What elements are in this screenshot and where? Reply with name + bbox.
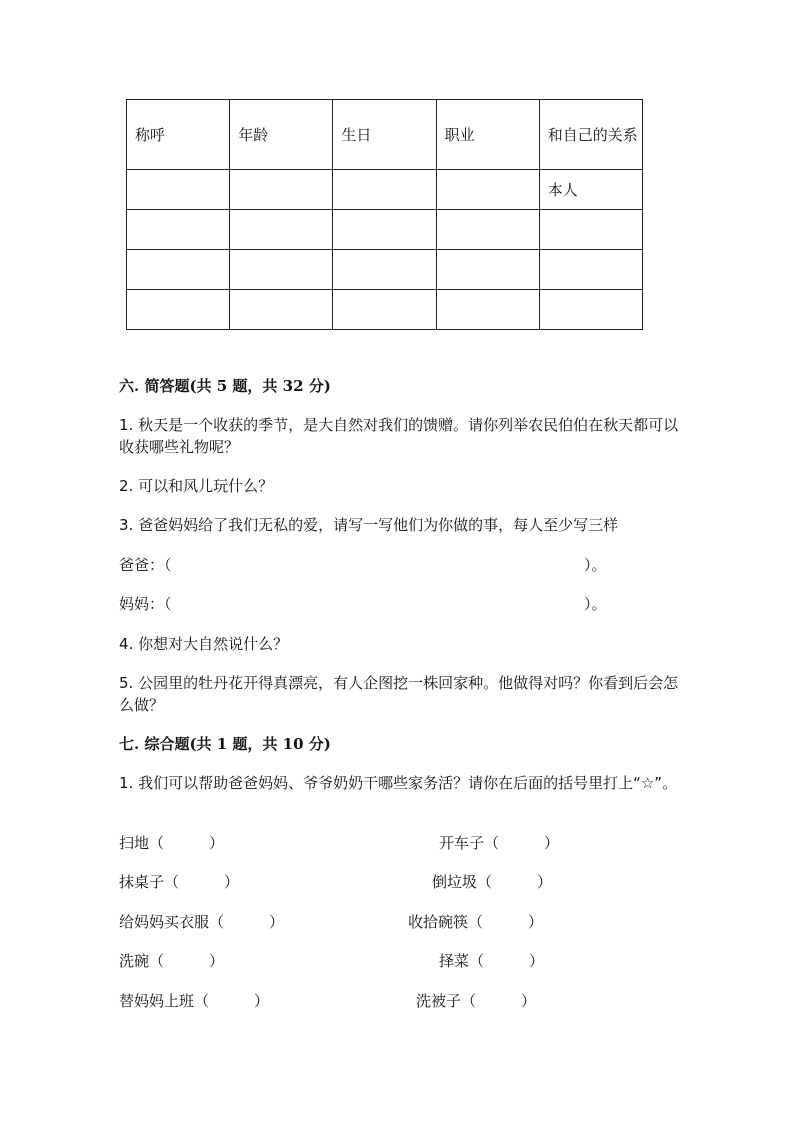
table-cell[interactable] [127, 210, 230, 250]
header-cell: 和自己的关系 [539, 100, 642, 170]
table-cell[interactable] [539, 290, 642, 330]
table-cell[interactable] [230, 290, 333, 330]
chore-option[interactable]: 开车子（ ） [439, 834, 560, 852]
question-6-2: 2. 可以和风儿玩什么？ [119, 477, 274, 495]
table-cell[interactable] [539, 210, 642, 250]
table-cell[interactable] [230, 250, 333, 290]
table-cell[interactable] [127, 170, 230, 210]
table-header-row [127, 100, 643, 170]
dad-label: 爸爸：（ [119, 556, 172, 574]
question-6-1: 1. 秋天是一个收获的季节，是大自然对我们的馈赠。请你列举农民伯伯在秋天都可以收获哪些礼物呢？ [119, 416, 679, 456]
table-cell[interactable] [333, 250, 436, 290]
table-cell[interactable] [436, 210, 539, 250]
family-info-table [126, 99, 643, 330]
question-7-1: 1. 我们可以帮助爸爸妈妈、爷爷奶奶干哪些家务活？请你在后面的括号里打上“☆”。 [119, 774, 678, 792]
chore-option[interactable]: 替妈妈上班（ ） [119, 992, 270, 1010]
table-cell[interactable] [333, 290, 436, 330]
header-cell: 职业 [436, 100, 539, 170]
chore-option[interactable]: 收拾碗筷（ ） [408, 913, 544, 931]
table-cell[interactable] [333, 170, 436, 210]
table-cell[interactable] [127, 290, 230, 330]
header-cell: 称呼 [127, 100, 230, 170]
table-row [127, 250, 643, 290]
chore-option[interactable]: 洗被子（ ） [416, 992, 537, 1010]
closing-bracket: ）。 [584, 595, 607, 613]
chore-option[interactable]: 抹桌子（ ） [119, 873, 240, 891]
table-cell: 本人 [539, 170, 642, 210]
section-6-title: 六. 简答题(共 5 题，共 32 分) [119, 377, 331, 395]
section-7-title: 七. 综合题(共 1 题，共 10 分) [119, 735, 331, 753]
chore-option[interactable]: 给妈妈买衣服（ ） [119, 913, 285, 931]
table-cell[interactable] [436, 250, 539, 290]
mom-label: 妈妈：（ [119, 595, 172, 613]
chore-option[interactable]: 倒垃圾（ ） [432, 873, 553, 891]
chore-option[interactable]: 择菜（ ） [439, 952, 545, 970]
chore-option[interactable]: 洗碗（ ） [119, 952, 225, 970]
table-row [127, 290, 643, 330]
question-6-4: 4. 你想对大自然说什么？ [119, 635, 289, 653]
table-cell[interactable] [127, 250, 230, 290]
question-6-5: 5. 公园里的牡丹花开得真漂亮，有人企图挖一株回家种。他做得对吗？你看到后会怎么做？ [119, 674, 679, 714]
table-cell[interactable] [436, 170, 539, 210]
table-cell[interactable] [539, 250, 642, 290]
table-row [127, 210, 643, 250]
header-cell: 年龄 [230, 100, 333, 170]
question-6-3: 3. 爸爸妈妈给了我们无私的爱，请写一写他们为你做的事，每人至少写三样 [119, 516, 619, 534]
header-cell: 生日 [333, 100, 436, 170]
table-cell[interactable] [333, 210, 436, 250]
table-cell[interactable] [436, 290, 539, 330]
closing-bracket: ）。 [584, 556, 607, 574]
chore-option[interactable]: 扫地（ ） [119, 834, 225, 852]
table-row [127, 170, 643, 210]
table-cell[interactable] [230, 170, 333, 210]
table-cell[interactable] [230, 210, 333, 250]
